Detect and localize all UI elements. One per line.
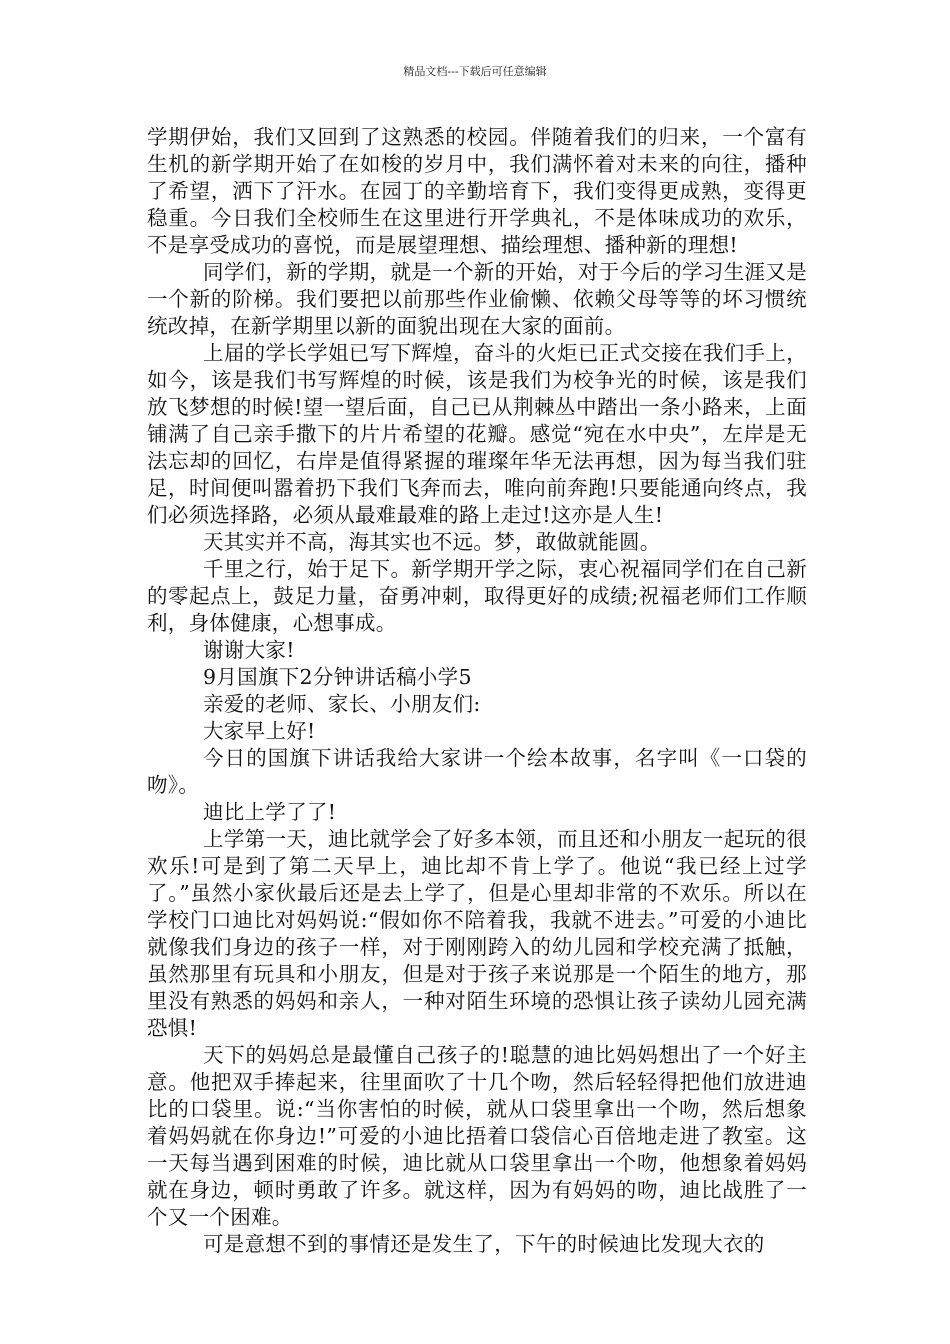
paragraph-seniors: 上届的学长学姐已写下辉煌，奋斗的火炬已正式交接在我们手上，如今，该是我们书写辉煌的时候，该是我们为校争光的时候，该是我们放飞梦想的时候!望一望后面，自己已从荆棘丛中踏出一条小路来，上面铺满了自己亲手撒下的片片希望的花瓣。感觉“宛在水中央”，左岸是无法忘却的回忆，右岸是值得紧握的璀璨年华无法再想，因为每当我们驻足，时间便叫嚣着扔下我们飞奔而去，唯向前奔跑!只要能通向终点，我们必须选择路，必须从最难最难的路上走过!这亦是人生!	[147, 341, 807, 527]
section-title: 9月国旗下2分钟讲话稿小学5	[203, 665, 472, 689]
paragraph-thanks: 谢谢大家!	[203, 638, 295, 662]
paragraph-first-day: 上学第一天，迪比就学会了好多本领，而且还和小朋友一起玩的很欢乐!可是到了第二天早上，迪比却不肯上学了。他说“我已经上过学了。”虽然小家伙最后还是去上学了，但是心里却非常的不欢乐。所以在学校门口迪比对妈妈说:“假如你不陪着我，我就不进去。”可爱的小迪比就像我们身边的孩子一样，对于刚刚跨入的幼儿园和学校充满了抵触，虽然那里有玩具和小朋友，但是对于孩子来说那是一个陌生的地方，那里没有熟悉的妈妈和亲人，一种对陌生环境的恐惧让孩子读幼儿园充满恐惧!	[147, 827, 807, 1040]
document-body	[147, 124, 807, 1258]
page-header: 精品文档---下载后可任意编辑	[403, 65, 547, 78]
paragraph-mother-kisses: 天下的妈妈总是最懂自己孩子的!聪慧的迪比妈妈想出了一个好主意。他把双手捧起来，往里面吹了十几个吻，然后轻轻得把他们放进迪比的口袋里。说:“当你害怕的时候，就从口袋里拿出一个吻，然后想象着妈妈就在你身边!”可爱的小迪比捂着口袋信心百倍地走进了教室。这一天每当遇到困难的时候，迪比就从口袋里拿出一个吻，他想象着妈妈就在身边，顿时勇敢了许多。就这样，因为有妈妈的吻，迪比战胜了一个又一个困难。	[147, 1043, 807, 1229]
paragraph-dream: 天其实并不高，海其实也不远。梦，敢做就能圆。	[203, 530, 661, 554]
paragraph-blessing: 千里之行，始于足下。新学期开学之际，衷心祝福同学们在自己新的零起点上，鼓足力量，奋勇冲刺，取得更好的成绩;祝福老师们工作顺利，身体健康，心想事成。	[147, 557, 807, 635]
paragraph-new-semester: 同学们，新的学期，就是一个新的开始，对于今后的学习生涯又是一个新的阶梯。我们要把以前那些作业偷懒、依赖父母等等的坏习惯统统改掉，在新学期里以新的面貌出现在大家的面前。	[147, 260, 807, 338]
paragraph-unexpected: 可是意想不到的事情还是发生了，下午的时候迪比发现大衣的	[203, 1232, 765, 1256]
paragraph-greeting: 大家早上好!	[203, 719, 316, 743]
paragraph-dibi-school: 迪比上学了了!	[203, 800, 337, 824]
paragraph-story-intro: 今日的国旗下讲话我给大家讲一个绘本故事，名字叫《一口袋的吻》。	[147, 746, 807, 797]
paragraph-opening: 学期伊始，我们又回到了这熟悉的校园。伴随着我们的归来，一个富有生机的新学期开始了在如梭的岁月中，我们满怀着对未来的向往，播种了希望，洒下了汗水。在园丁的辛勤培育下，我们变得更成熟，变得更稳重。今日我们全校师生在这里进行开学典礼，不是体味成功的欢乐，不是享受成功的喜悦，而是展望理想、描绘理想、播种新的理想!	[147, 125, 807, 257]
paragraph-salutation: 亲爱的老师、家长、小朋友们:	[203, 692, 481, 716]
